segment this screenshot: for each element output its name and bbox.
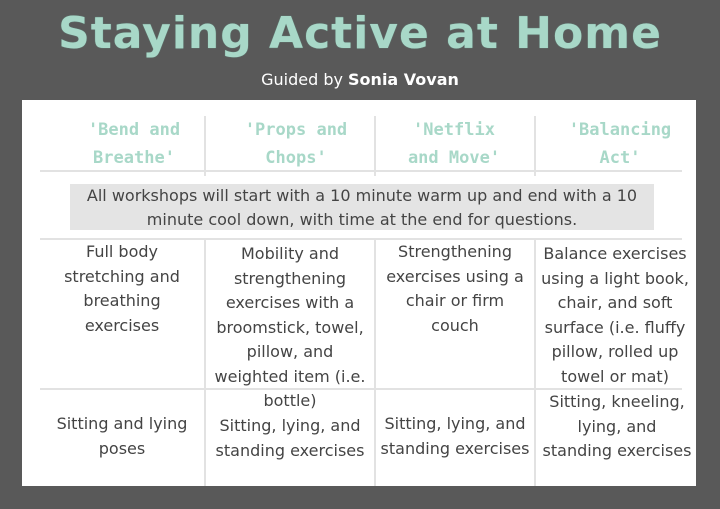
guide-name: Sonia Vovan xyxy=(348,70,459,89)
column-header-netflix-and-move: 'Netflix and Move' xyxy=(407,120,501,168)
column-header-props-and-chops: 'Props and Chops' xyxy=(244,120,348,168)
column-header-bend-and-breathe: 'Bend and Breathe' xyxy=(87,120,181,168)
page-title: Staying Active at Home xyxy=(58,8,662,59)
column-divider xyxy=(204,116,206,176)
workshop-note: All workshops will start with a 10 minute warm up and end with a 10 minute cool down, with time at the end for questions. xyxy=(86,186,638,229)
column-divider xyxy=(534,116,536,176)
table-cell: Strengthening exercises using a chair or firm couch xyxy=(386,242,524,335)
table-cell: Full body stretching and breathing exercises xyxy=(64,242,180,335)
guided-by-prefix: Guided by xyxy=(261,70,349,89)
table-cell: Mobility and strengthening exercises with a broomstick, towel, pillow, and weighted item (i.e. bottle) xyxy=(214,244,366,410)
column-divider xyxy=(374,116,376,176)
table-cell: Sitting and lying poses xyxy=(56,414,188,458)
table-cell: Sitting, lying, and standing exercises xyxy=(380,414,530,458)
column-divider xyxy=(204,240,206,486)
guided-by xyxy=(0,70,720,89)
table-cell: Sitting, lying, and standing exercises xyxy=(215,416,365,460)
schedule-table xyxy=(22,100,696,486)
table-cell: Sitting, kneeling, lying, and standing exercises xyxy=(542,392,692,460)
column-header-balancing-act: 'Balancing Act' xyxy=(568,120,672,168)
table-cell: Balance exercises using a light book, chair, and soft surface (i.e. fluffy pillow, rolled up towel or mat) xyxy=(541,244,689,386)
